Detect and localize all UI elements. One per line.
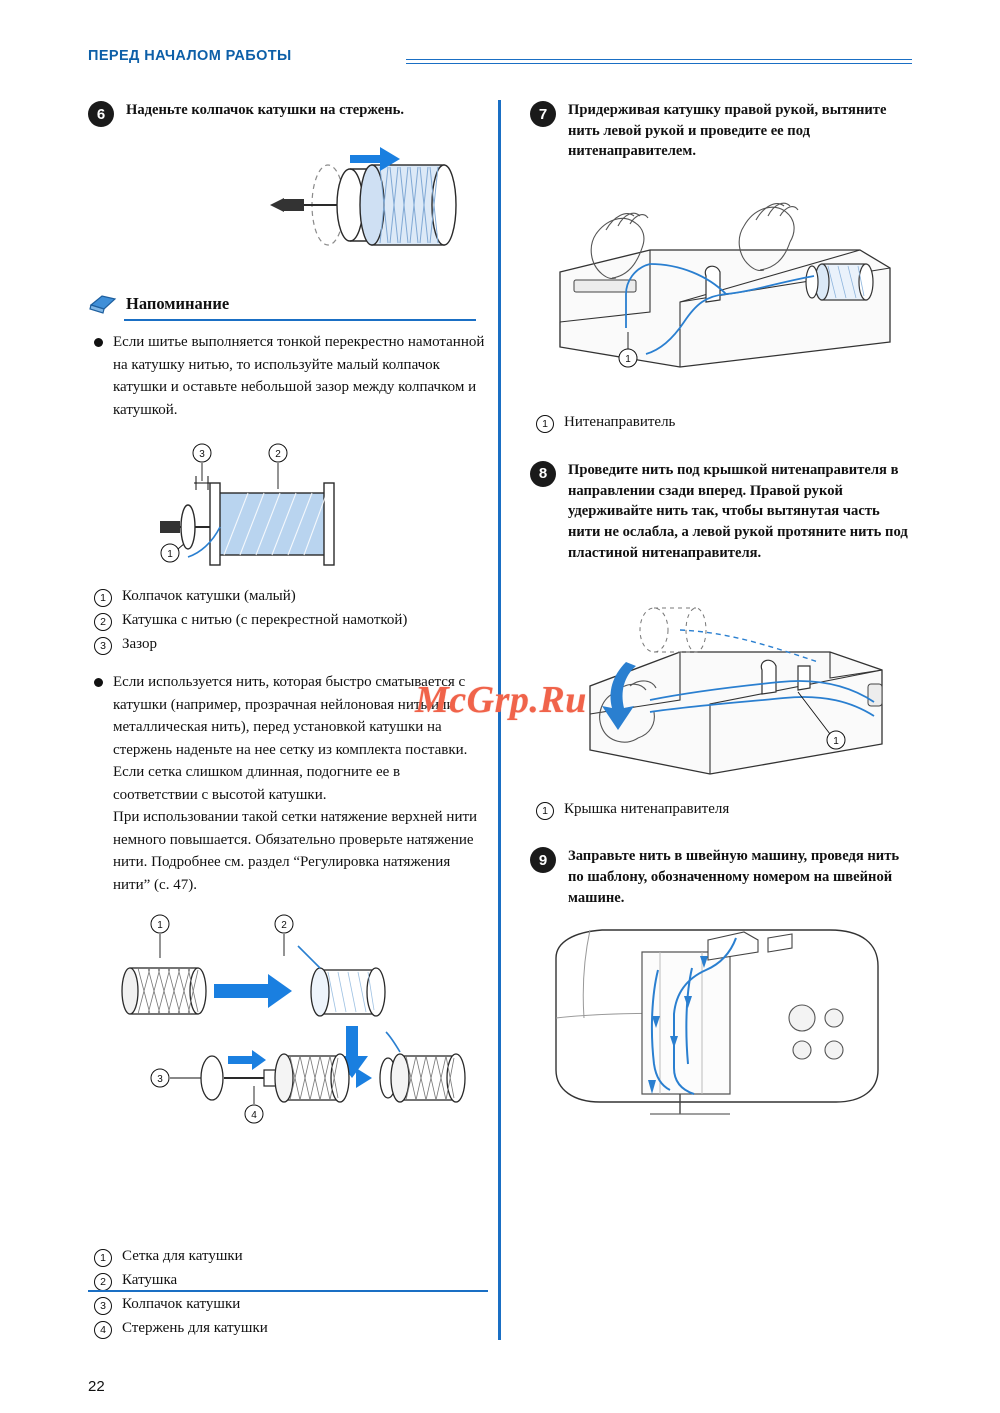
page-number: 22 — [88, 1378, 105, 1395]
step-6-text: Наденьте колпачок катушки на стержень. — [126, 102, 404, 118]
legend-item — [530, 412, 915, 434]
reminder-para-3: При использовании такой сетки натяжение верхней нити немного повышается. Обязательно проверьте натяжение нити. Подробнее см. раздел “Регулировка натяжения нити” (c. 47). — [113, 809, 478, 893]
svg-text:2: 2 — [281, 920, 287, 932]
legend-number: 3 — [94, 637, 112, 655]
svg-text:1: 1 — [167, 549, 173, 560]
step-9 — [530, 846, 915, 908]
svg-text:1: 1 — [157, 920, 163, 932]
note-icon — [88, 293, 118, 315]
legend-spool-gap — [88, 586, 488, 655]
step-7-head — [530, 100, 915, 162]
legend-number: 4 — [94, 1321, 112, 1339]
legend-label: Колпачок катушки (малый) — [122, 588, 296, 604]
step-9-head — [530, 846, 915, 908]
reminder-block — [88, 293, 488, 315]
svg-text:4: 4 — [251, 1110, 257, 1122]
legend-item — [88, 1246, 488, 1268]
legend-item — [530, 799, 915, 821]
reminder-heading-row — [88, 293, 488, 315]
watermark: McGrp.Ru — [415, 679, 587, 721]
reminder-bullet-1 — [88, 331, 488, 421]
legend-number: 2 — [94, 613, 112, 631]
page-header — [88, 48, 912, 78]
svg-text:3: 3 — [199, 449, 205, 460]
legend-label: Катушка — [122, 1272, 178, 1288]
step-7-text: Придерживая катушку правой рукой, вытяните нить левой рукой и проведите ее под нитенаправителем. — [568, 102, 887, 160]
step-8-head — [530, 460, 915, 564]
figure-threading-machine — [530, 918, 915, 1148]
legend-label: Сетка для катушки — [122, 1248, 243, 1265]
step-6 — [88, 100, 488, 127]
legend-number: 1 — [536, 415, 554, 433]
svg-text:1: 1 — [625, 354, 631, 366]
reminder-bullet-2 — [88, 671, 488, 761]
legend-number: 1 — [94, 589, 112, 607]
step-9-text: Заправьте нить в швейную машину, проведя нить по шаблону, обозначенному номером на швейной машине. — [568, 848, 900, 906]
reminder-bullet-1-text: Если шитье выполняется тонкой перекрестно намотанной на катушку нитью, то используйте малый колпачок катушки и оставьте небольшой зазор между колпачком и катушкой. — [113, 334, 485, 418]
step-8-number: 8 — [530, 461, 556, 487]
legend-number: 2 — [94, 1273, 112, 1291]
legend-item — [88, 1294, 488, 1316]
legend-number: 1 — [94, 1249, 112, 1267]
svg-text:2: 2 — [275, 449, 281, 460]
reminder-underline — [124, 319, 476, 321]
bullet-icon — [94, 678, 103, 687]
step-6-number: 6 — [88, 101, 114, 127]
legend-label: Колпачок катушки — [122, 1295, 241, 1312]
header-title: ПЕРЕД НАЧАЛОМ РАБОТЫ — [88, 48, 292, 64]
legend-number: 3 — [94, 1297, 112, 1315]
step-7-number: 7 — [530, 101, 556, 127]
legend-number: 1 — [536, 802, 554, 820]
step-7 — [530, 100, 915, 162]
step-8 — [530, 460, 915, 564]
figure-spool-net — [88, 906, 488, 1236]
right-column — [530, 100, 915, 1152]
step-8-text: Проведите нить под крышкой нитенаправителя в направлении сзади вперед. Правой рукой удерживайте нить так, чтобы вытянутая часть нити не ослабла, а левой рукой протяните нить под пластиной нитенаправителя. — [568, 461, 908, 561]
legend-spool-net — [88, 1246, 488, 1339]
figure-thread-guide — [530, 172, 915, 402]
legend-label: Нитенаправитель — [564, 414, 676, 431]
legend-item — [88, 610, 488, 632]
left-column — [88, 100, 488, 1341]
left-column-bottom-rule — [88, 1290, 488, 1292]
legend-item — [88, 1318, 488, 1340]
legend-label: Катушка с нитью (с перекрестной намоткой) — [122, 611, 408, 628]
legend-label: Стержень для катушки — [122, 1319, 268, 1336]
legend-step-7 — [530, 412, 915, 434]
legend-item — [88, 634, 488, 656]
figure-spool-cap-on-pin — [88, 137, 488, 267]
figure-guide-cover — [530, 574, 915, 789]
svg-text:1: 1 — [833, 735, 839, 747]
legend-item — [88, 586, 488, 608]
legend-item — [88, 1270, 488, 1292]
bullet-icon — [94, 338, 103, 347]
reminder-bullet-2-text: Если используется нить, которая быстро сматывается с катушки (например, прозрачная нейлоновая нить или металлическая нить), перед установкой катушки на стержень наденьте на нее сетку из комплекта поставки. — [113, 674, 468, 758]
svg-text:3: 3 — [157, 1074, 163, 1086]
reminder-para-2: Если сетка слишком длинная, подогните ее в соответствии с высотой катушки. — [113, 764, 401, 803]
header-rule — [406, 59, 912, 64]
figure-spool-gap — [88, 431, 488, 576]
legend-step-8 — [530, 799, 915, 821]
legend-label: Зазор — [122, 635, 158, 652]
column-divider — [498, 100, 501, 1340]
step-9-number: 9 — [530, 847, 556, 873]
step-6-head — [88, 100, 488, 127]
legend-label: Крышка нитенаправителя — [564, 800, 730, 817]
reminder-title: Напоминание — [126, 294, 230, 313]
